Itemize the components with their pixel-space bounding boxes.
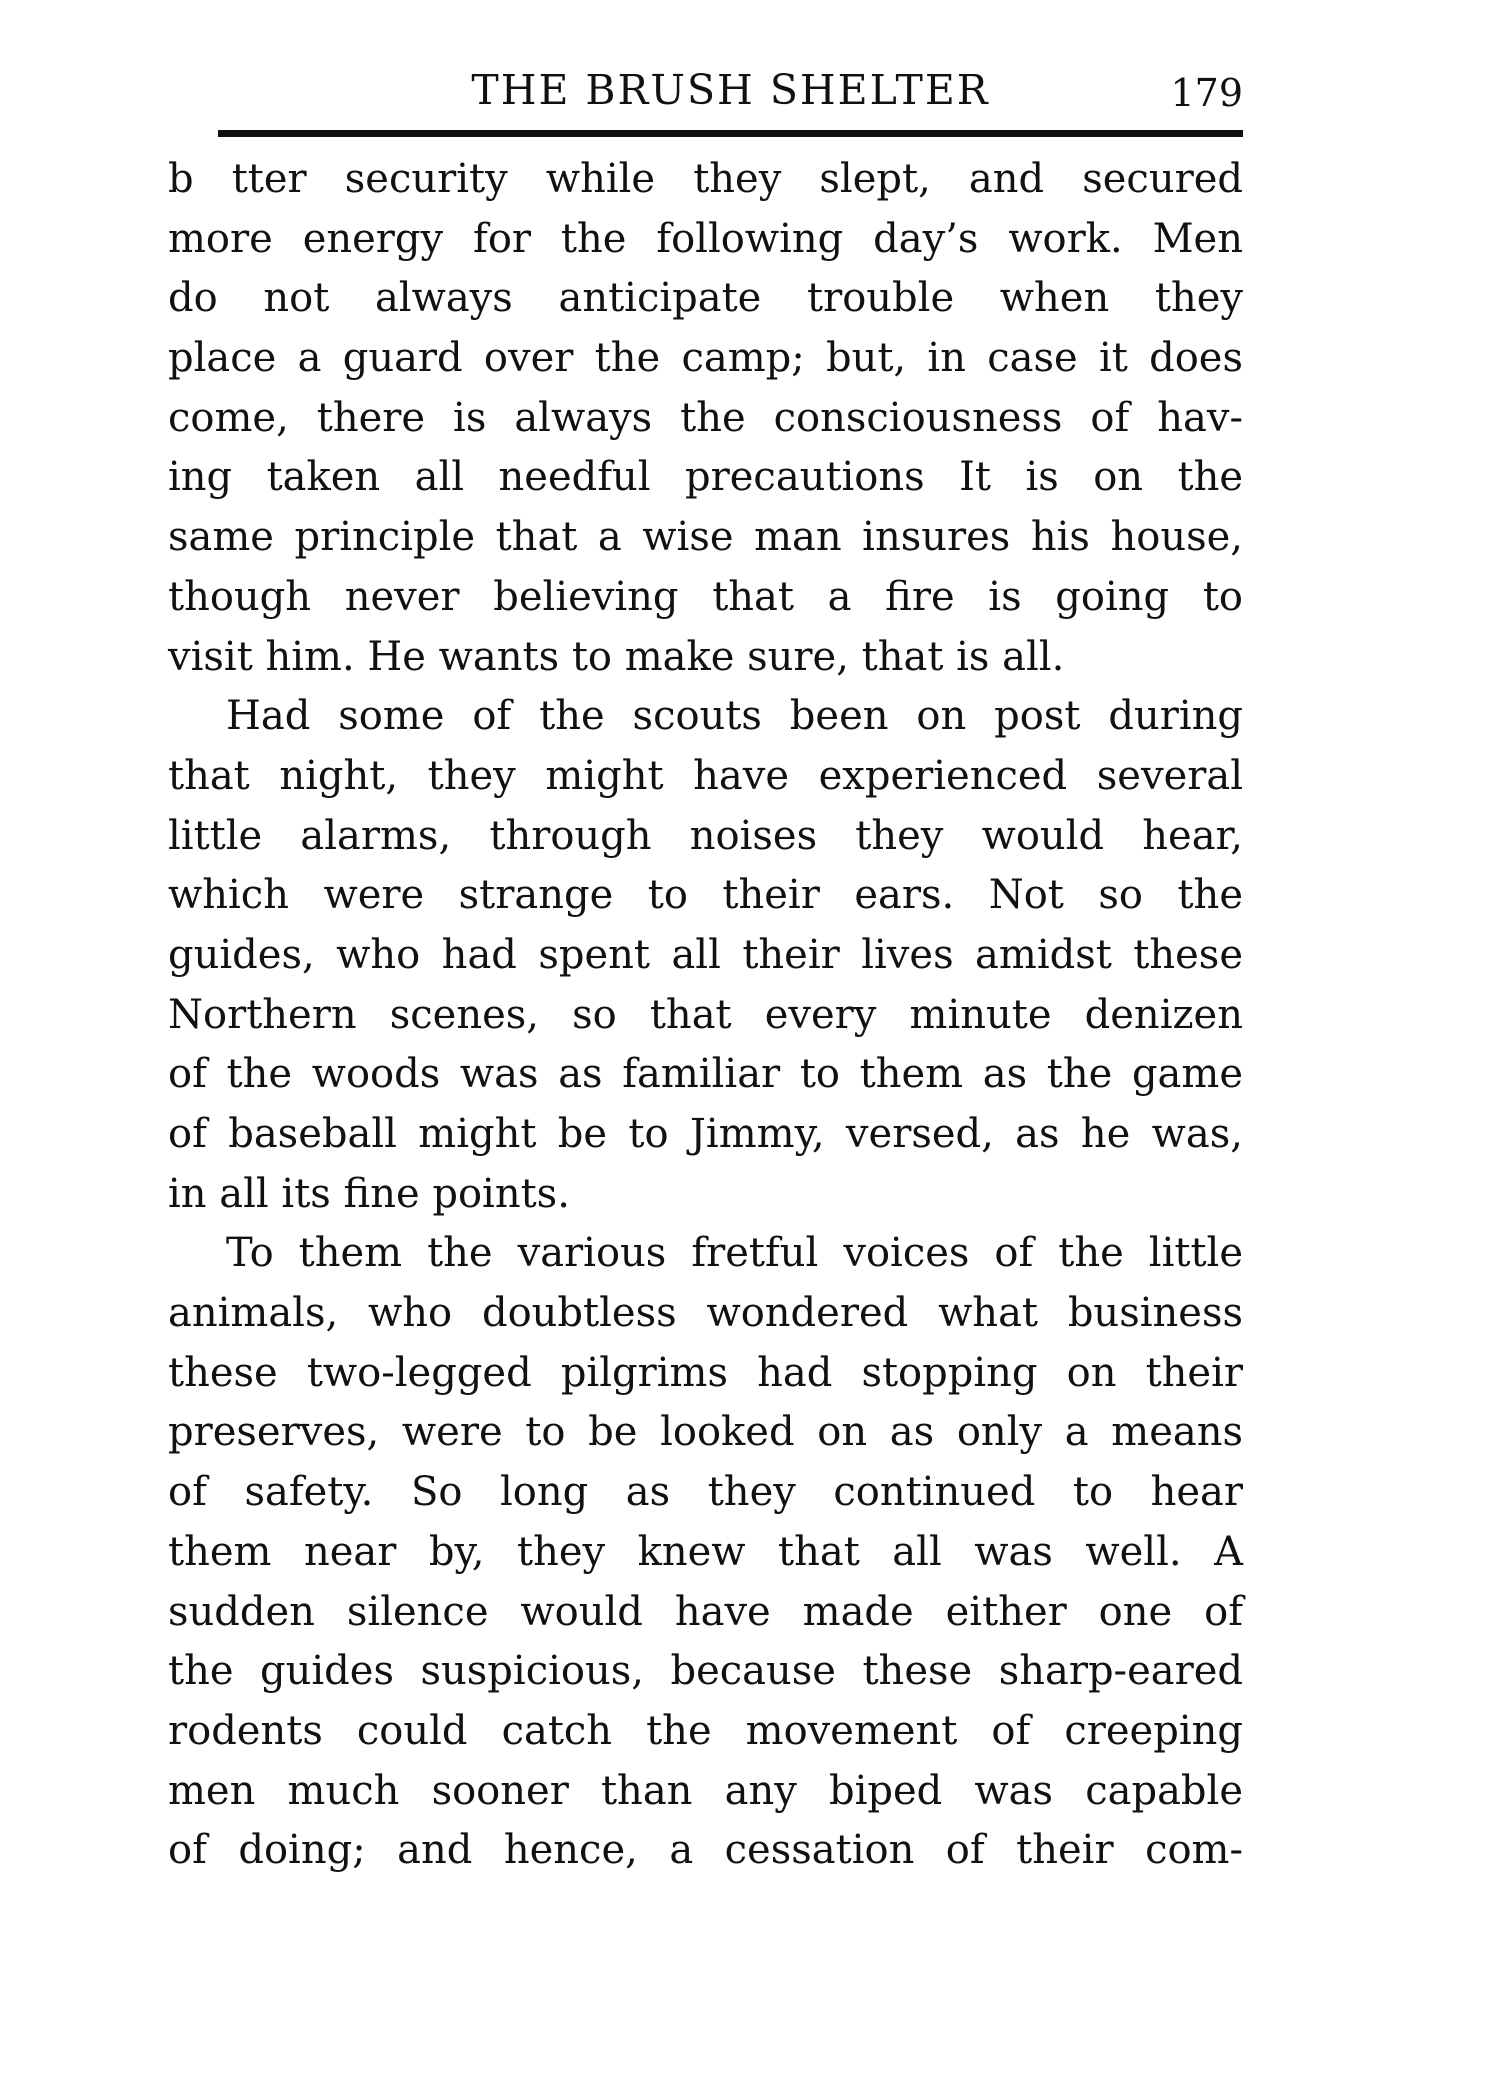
body-text	[168, 150, 1243, 1881]
text-line: animals, who doubtless wondered what business	[168, 1290, 1243, 1337]
text-line: of safety. So long as they continued to hear	[168, 1469, 1243, 1516]
text-line: that night, they might have experienced several	[168, 752, 1243, 799]
text-line: ing taken all needful precautions It is on the	[168, 454, 1243, 501]
text-line: Had some of the scouts been on post during	[226, 693, 1243, 740]
header-rule	[218, 130, 1243, 137]
text-line: visit him. He wants to make sure, that is all.	[168, 633, 1065, 680]
text-line: little alarms, through noises they would hear,	[168, 812, 1243, 859]
text-line: of baseball might be to Jimmy, versed, as he was,	[168, 1111, 1243, 1157]
text-line: the guides suspicious, because these sharp-eared	[168, 1648, 1243, 1695]
page-header	[218, 66, 1243, 136]
text-line: in all its fine points.	[168, 1170, 570, 1217]
text-line: though never believing that a fire is going to	[168, 573, 1243, 620]
text-line: men much sooner than any biped was capable	[168, 1767, 1243, 1814]
page-number: 179	[1170, 71, 1243, 115]
text-line: these two-legged pilgrims had stopping on their	[168, 1349, 1243, 1396]
text-line: Northern scenes, so that every minute denizen	[168, 991, 1243, 1038]
text-line: guides, who had spent all their lives amidst these	[168, 931, 1243, 978]
text-line: more energy for the following day’s work. Men	[168, 215, 1243, 262]
text-line: which were strange to their ears. Not so the	[168, 872, 1243, 919]
text-line: of doing; and hence, a cessation of their com-	[168, 1827, 1243, 1874]
text-line: of the woods was as familiar to them as the game	[168, 1051, 1243, 1098]
text-line: preserves, were to be looked on as only a means	[168, 1409, 1243, 1456]
text-line: b tter security while they slept, and secured	[168, 156, 1243, 202]
running-head: THE BRUSH SHELTER	[471, 66, 990, 114]
text-line: do not always anticipate trouble when they	[168, 275, 1243, 322]
text-line: sudden silence would have made either one of	[168, 1588, 1243, 1635]
text-line: them near by, they knew that all was well. A	[168, 1528, 1243, 1575]
text-line: rodents could catch the movement of creeping	[168, 1707, 1243, 1754]
text-line: To them the various fretful voices of the little	[226, 1230, 1243, 1277]
text-line: place a guard over the camp; but, in case it does	[168, 335, 1243, 382]
text-line: same principle that a wise man insures his house,	[168, 514, 1243, 561]
text-line: come, there is always the consciousness of hav-	[168, 394, 1243, 441]
